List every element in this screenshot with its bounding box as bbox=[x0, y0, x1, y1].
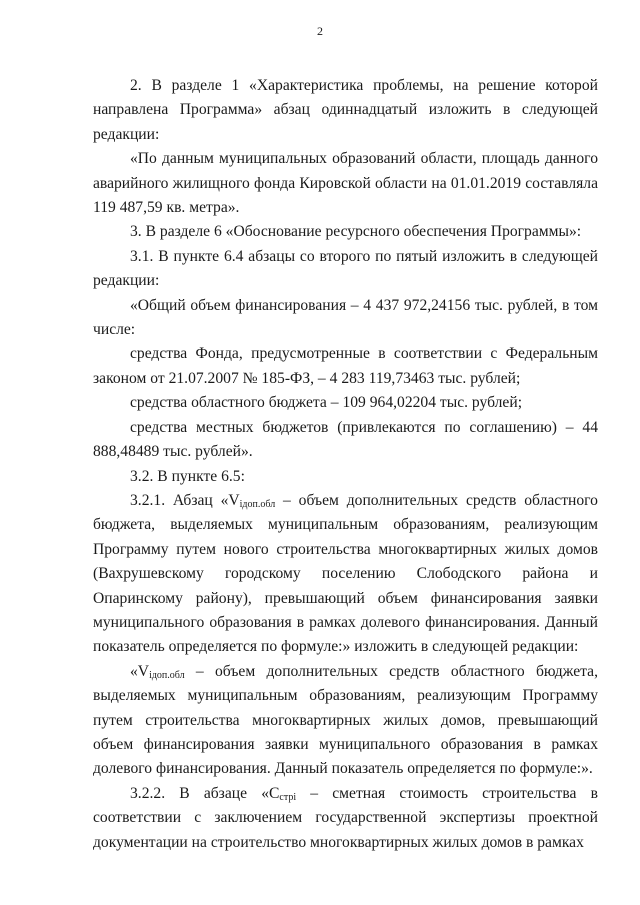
text-fragment: – сметная стоимость строительства в соответствии с заключением государственной экспертизы проектной документации на строительство многоквартирных жилых домов в рамках bbox=[93, 784, 598, 851]
paragraph-3-1: 3.1. В пункте 6.4 абзацы со второго по пятый изложить в следующей редакции: bbox=[93, 247, 598, 290]
formula-subscript: iдоп.обл bbox=[239, 498, 276, 510]
paragraph-3-2-1 bbox=[93, 489, 598, 660]
text-fragment: 3.2.1. Абзац «V bbox=[130, 491, 240, 509]
paragraph-fund-means: средства Фонда, предусмотренные в соответствии с Федеральным законом от 21.07.2007 № 185-ФЗ, – 4 283 119,73463 тыс. рублей; bbox=[93, 345, 598, 387]
paragraph-section-2: 2. В разделе 1 «Характеристика проблемы, на решение которой направлена Программа» абзац одиннадцатый изложить в следующей редакции: bbox=[93, 77, 598, 143]
paragraph-regional-budget: средства областного бюджета – 109 964,02204 тыс. рублей; bbox=[130, 394, 523, 412]
formula-subscript: iдоп.обл bbox=[149, 669, 185, 681]
page-number: 2 bbox=[317, 24, 323, 38]
text-fragment: «V bbox=[130, 662, 150, 680]
document-body bbox=[93, 74, 598, 855]
paragraph-total-financing: «Общий объем финансирования – 4 437 972,24156 тыс. рублей, в том числе: bbox=[93, 296, 598, 339]
paragraph-new-wording bbox=[93, 660, 598, 782]
text-fragment: 3.2.2. В абзаце «С bbox=[130, 784, 280, 802]
paragraph-3-2: 3.2. В пункте 6.5: bbox=[130, 467, 245, 485]
paragraph-quote-housing-area: «По данным муниципальных образований области, площадь данного аварийного жилищного фонда Кировской области на 01.01.2019 составляла 119 487,59 кв. метра». bbox=[93, 150, 598, 217]
text-fragment: – объем дополнительных средств областного бюджета, выделяемых муниципальным образованиям, реализующим Программу путем нового строительства многоквартирных жилых домов (Вахрушевскому городскому поселению Слободского района и Опаринскому району), превышающий объем финансирования заявки муниципального образования в рамках долевого финансирования. Данный показатель определяется по формуле:» изложить в следующей редакции: bbox=[93, 491, 598, 656]
text-fragment: – объем дополнительных средств областного бюджета, выделяемых муниципальным образованиям, реализующим Программу путем строительства многоквартирных жилых домов, превышающий объем финансирования заявки муниципального образования в рамках долевого финансирования. Данный показатель определяется по формуле:». bbox=[93, 662, 598, 778]
paragraph-local-budgets: средства местных бюджетов (привлекаются по соглашению) – 44 888,48489 тыс. рублей». bbox=[93, 418, 598, 461]
formula-subscript: стрi bbox=[279, 791, 297, 803]
paragraph-section-3: 3. В разделе 6 «Обоснование ресурсного обеспечения Программы»: bbox=[130, 223, 582, 241]
paragraph-3-2-2 bbox=[93, 782, 598, 855]
